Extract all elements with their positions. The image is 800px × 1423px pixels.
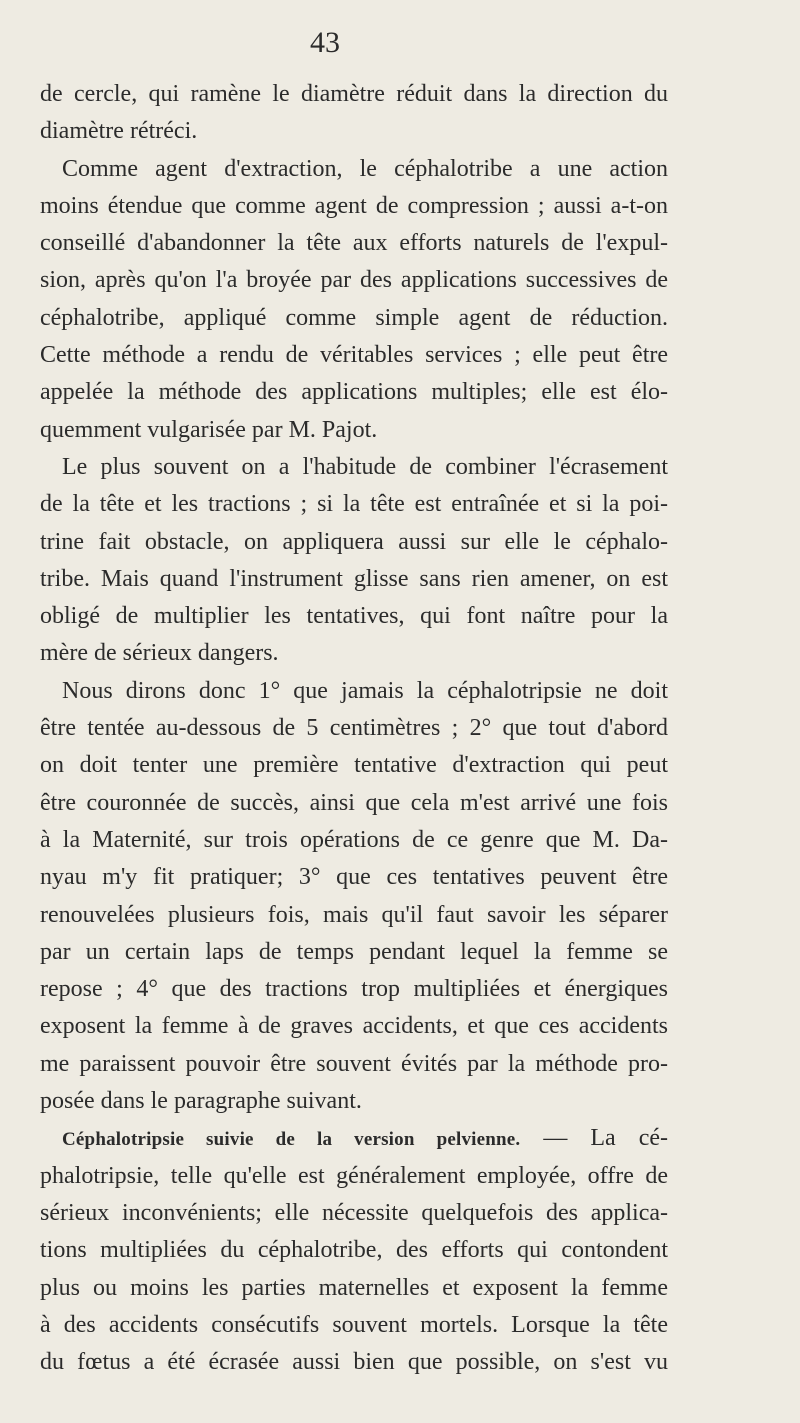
text-line — [40, 300, 668, 337]
text-line — [40, 188, 668, 225]
body-text — [40, 76, 668, 1381]
text-line — [40, 1195, 668, 1232]
line-text: — La cé- — [520, 1125, 669, 1152]
line-text: moins étendue que comme agent de compression ; aussi a-t-on — [40, 192, 668, 219]
line-text: conseillé d'abandonner la tête aux efforts naturels de l'expul- — [40, 230, 668, 257]
text-line — [40, 225, 668, 262]
text-line — [40, 859, 668, 896]
text-line — [40, 486, 668, 523]
line-text: obligé de multiplier les tentatives, qui font naître pour la — [40, 603, 668, 630]
line-text: tions multipliées du céphalotribe, des efforts qui contondent — [40, 1237, 668, 1264]
line-text: de la tête et les tractions ; si la tête est entraînée et si la poi- — [40, 491, 668, 518]
line-text: céphalotribe, appliqué comme simple agent de réduction. — [40, 304, 668, 331]
line-text: trine fait obstacle, on appliquera aussi sur elle le céphalo- — [40, 528, 668, 555]
text-line — [40, 337, 668, 374]
line-text: Cette méthode a rendu de véritables services ; elle peut être — [40, 342, 668, 369]
text-line — [40, 1158, 668, 1195]
line-text: être tentée au-dessous de 5 centimètres ; 2° que tout d'abord — [40, 715, 668, 742]
text-line — [40, 971, 668, 1008]
text-line — [40, 897, 668, 934]
text-line — [40, 76, 668, 113]
text-line — [40, 1120, 668, 1157]
text-line — [40, 412, 668, 449]
text-line — [40, 561, 668, 598]
line-text: repose ; 4° que des tractions trop multipliées et énergiques — [40, 976, 668, 1003]
page-number: 43 — [310, 26, 340, 59]
text-line — [40, 1008, 668, 1045]
text-line — [40, 673, 668, 710]
line-text: à la Maternité, sur trois opérations de ce genre que M. Da- — [40, 826, 668, 853]
text-line — [40, 1083, 668, 1120]
line-text: nyau m'y fit pratiquer; 3° que ces tentatives peuvent être — [40, 864, 668, 891]
text-line — [40, 262, 668, 299]
line-text: de cercle, qui ramène le diamètre réduit dans la direction du — [40, 81, 668, 107]
text-line — [40, 449, 668, 486]
line-text: plus ou moins les parties maternelles et exposent la femme — [40, 1274, 668, 1301]
line-text: phalotripsie, telle qu'elle est généralement employée, offre de — [40, 1162, 668, 1189]
line-text: être couronnée de succès, ainsi que cela m'est arrivé une fois — [40, 789, 668, 816]
line-text: mère de sérieux dangers. — [40, 640, 279, 667]
text-line — [40, 1232, 668, 1269]
line-text: appelée la méthode des applications multiples; elle est élo- — [40, 379, 668, 406]
line-text: tribe. Mais quand l'instrument glisse sans rien amener, on est — [40, 565, 668, 592]
line-text: par un certain laps de temps pendant lequel la femme se — [40, 938, 668, 965]
text-line — [40, 635, 668, 672]
text-line — [40, 747, 668, 784]
text-line — [40, 598, 668, 635]
text-line — [40, 934, 668, 971]
line-text: on doit tenter une première tentative d'extraction qui peut — [40, 752, 668, 779]
line-text: me paraissent pouvoir être souvent évités par la méthode pro- — [40, 1050, 668, 1077]
line-text: du fœtus a été écrasée aussi bien que possible, on s'est vu — [40, 1349, 668, 1376]
line-text: Nous dirons donc 1° que jamais la céphalotripsie ne doit — [62, 677, 668, 704]
section-heading: Céphalotripsie suivie de la version pelvienne. — [62, 1129, 521, 1151]
line-text: renouvelées plusieurs fois, mais qu'il faut savoir les séparer — [40, 901, 668, 928]
text-line — [40, 1344, 668, 1381]
line-text: Le plus souvent on a l'habitude de combiner l'écrasement — [62, 453, 668, 480]
text-line — [40, 785, 668, 822]
text-line — [40, 524, 668, 561]
line-text: diamètre rétréci. — [40, 118, 198, 145]
text-line — [40, 1270, 668, 1307]
line-text: quemment vulgarisée par M. Pajot. — [40, 416, 378, 443]
line-text: à des accidents consécutifs souvent mortels. Lorsque la tête — [40, 1311, 668, 1338]
text-line — [40, 822, 668, 859]
line-text: sion, après qu'on l'a broyée par des applications successives de — [40, 267, 668, 294]
text-line — [40, 151, 668, 188]
line-text: exposent la femme à de graves accidents, et que ces accidents — [40, 1013, 668, 1040]
line-text: Comme agent d'extraction, le céphalotribe a une action — [62, 155, 668, 182]
text-line — [40, 1307, 668, 1344]
text-line — [40, 710, 668, 747]
line-text: posée dans le paragraphe suivant. — [40, 1088, 362, 1115]
text-line — [40, 374, 668, 411]
line-text: sérieux inconvénients; elle nécessite quelquefois des applica- — [40, 1199, 668, 1226]
text-line — [40, 1046, 668, 1083]
text-line — [40, 113, 668, 150]
